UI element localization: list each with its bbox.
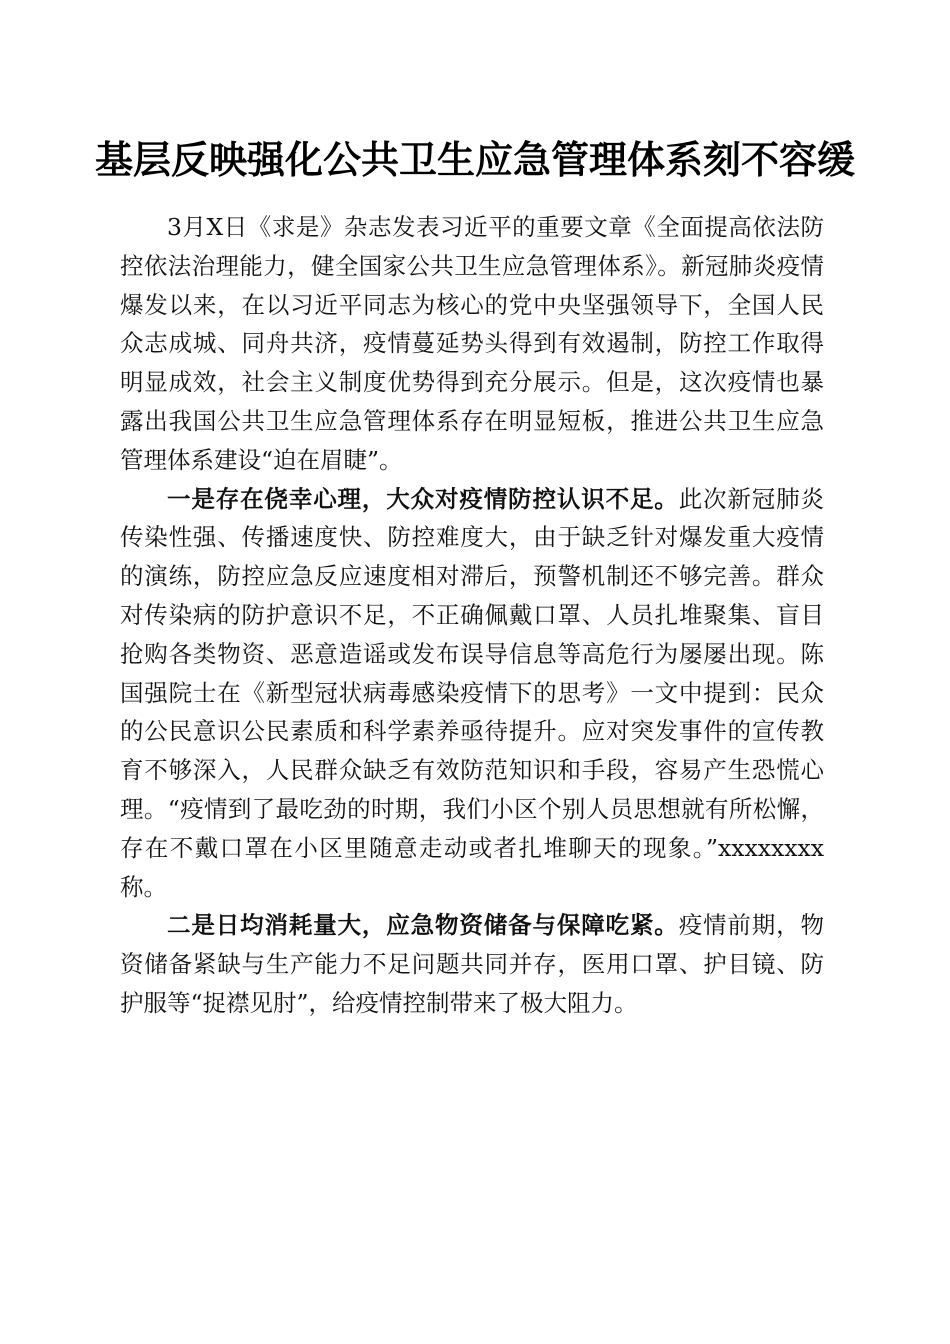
document-title: 基层反映强化公共卫生应急管理体系刻不容缓 — [94, 137, 855, 182]
paragraph-intro-text: 3月X日《求是》杂志发表习近平的重要文章《全面提高依法防控依法治理能力，健全国家公共卫生应急管理体系》。新冠肺炎疫情爆发以来，在以习近平同志为核心的党中央坚强领导下，全国人民众志成城、同舟共济，疫情蔓延势头得到有效遏制，防控工作取得明显成效，社会主义制度优势得到充分展示。但是，这次疫情也暴露出我国公共卫生应急管理体系存在明显短板，推进公共卫生应急管理体系建设“迫在眉睫”。 — [120, 213, 824, 474]
paragraph-point-one-lead: 一是存在侥幸心理，大众对疫情防控认识不足。 — [167, 484, 679, 513]
paragraph-point-two — [120, 906, 824, 1022]
paragraph-point-one-text: 此次新冠肺炎传染性强、传播速度快、防控难度大，由于缺乏针对爆发重大疫情的演练，防控应急反应速度相对滞后，预警机制还不够完善。群众对传染病的防护意识不足，不正确佩戴口罩、人员扎堆聚集、盲目抢购各类物资、恶意造谣或发布误导信息等高危行为屡屡出现。陈国强院士在《新型冠状病毒感染疫情下的思考》一文中提到：民众的公民意识公民素质和科学素养亟待提升。应对突发事件的宣传教育不够深入，人民群众缺乏有效防范知识和手段，容易产生恐慌心理。“疫情到了最吃劲的时期，我们小区个别人员思想就有所松懈，存在不戴口罩在小区里随意走动或者扎堆聊天的现象。”xxxxxxxx 称。 — [120, 484, 825, 901]
paragraph-point-two-text: 疫情前期，物资储备紧缺与生产能力不足问题共同并存，医用口罩、护目镜、防护服等“捉襟见肘”，给疫情控制带来了极大阻力。 — [120, 911, 825, 1017]
document-body — [120, 208, 824, 1023]
paragraph-point-two-lead: 二是日均消耗量大，应急物资储备与保障吃紧。 — [167, 911, 679, 940]
paragraph-point-one — [120, 480, 824, 907]
paragraph-intro — [120, 208, 824, 480]
